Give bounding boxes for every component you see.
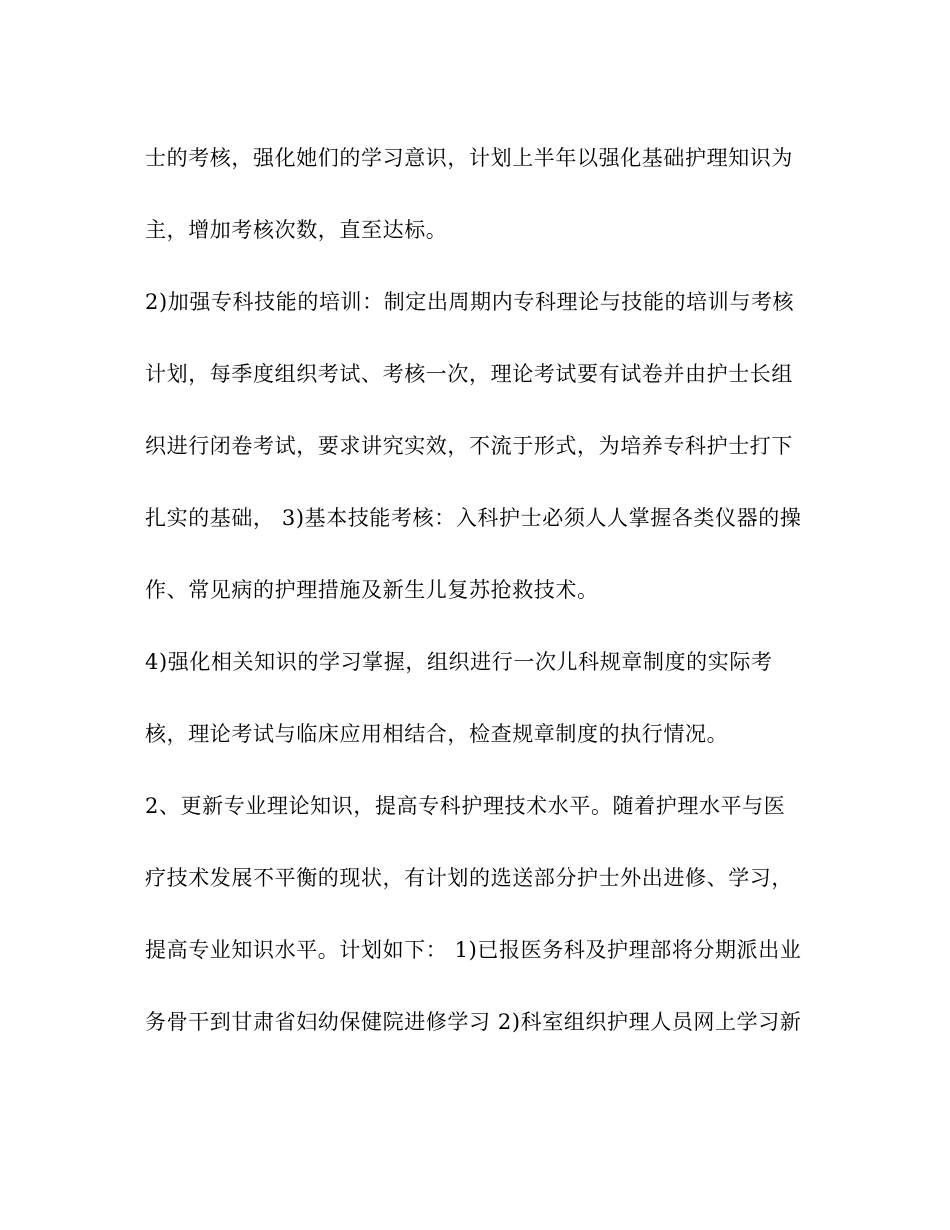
text-line: 主，增加考核次数，直至达标。 xyxy=(145,218,448,242)
text-line: 2、更新专业理论知识，提高专科护理技术水平。随着护理水平与医 xyxy=(145,794,786,818)
text-line: 士的考核，强化她们的学习意识，计划上半年以强化基础护理知识为 xyxy=(145,146,793,170)
text-line: 计划，每季度组织考试、考核一次，理论考试要有试卷并由护士长组 xyxy=(145,362,793,386)
text-line: 疗技术发展不平衡的现状，有计划的选送部分护士外出进修、学习， xyxy=(145,866,793,890)
text-line: 4)强化相关知识的学习掌握，组织进行一次儿科规章制度的实际考 xyxy=(145,650,773,674)
text-line: 扎实的基础， 3)基本技能考核：入科护士必须人人掌握各类仪器的操 xyxy=(145,506,802,530)
text-line: 2)加强专科技能的培训：制定出周期内专科理论与技能的培训与考核 xyxy=(145,290,795,314)
text-line: 提高专业知识水平。计划如下： 1)已报医务科及护理部将分期派出业 xyxy=(145,938,802,962)
text-line: 务骨干到甘肃省妇幼保健院进修学习 2)科室组织护理人员网上学习新 xyxy=(145,1010,802,1034)
text-line: 核，理论考试与临床应用相结合，检查规章制度的执行情况。 xyxy=(145,722,729,746)
text-line: 织进行闭卷考试，要求讲究实效，不流于形式，为培养专科护士打下 xyxy=(145,434,793,458)
text-line: 作、常见病的护理措施及新生儿复苏抢救技术。 xyxy=(145,578,599,602)
